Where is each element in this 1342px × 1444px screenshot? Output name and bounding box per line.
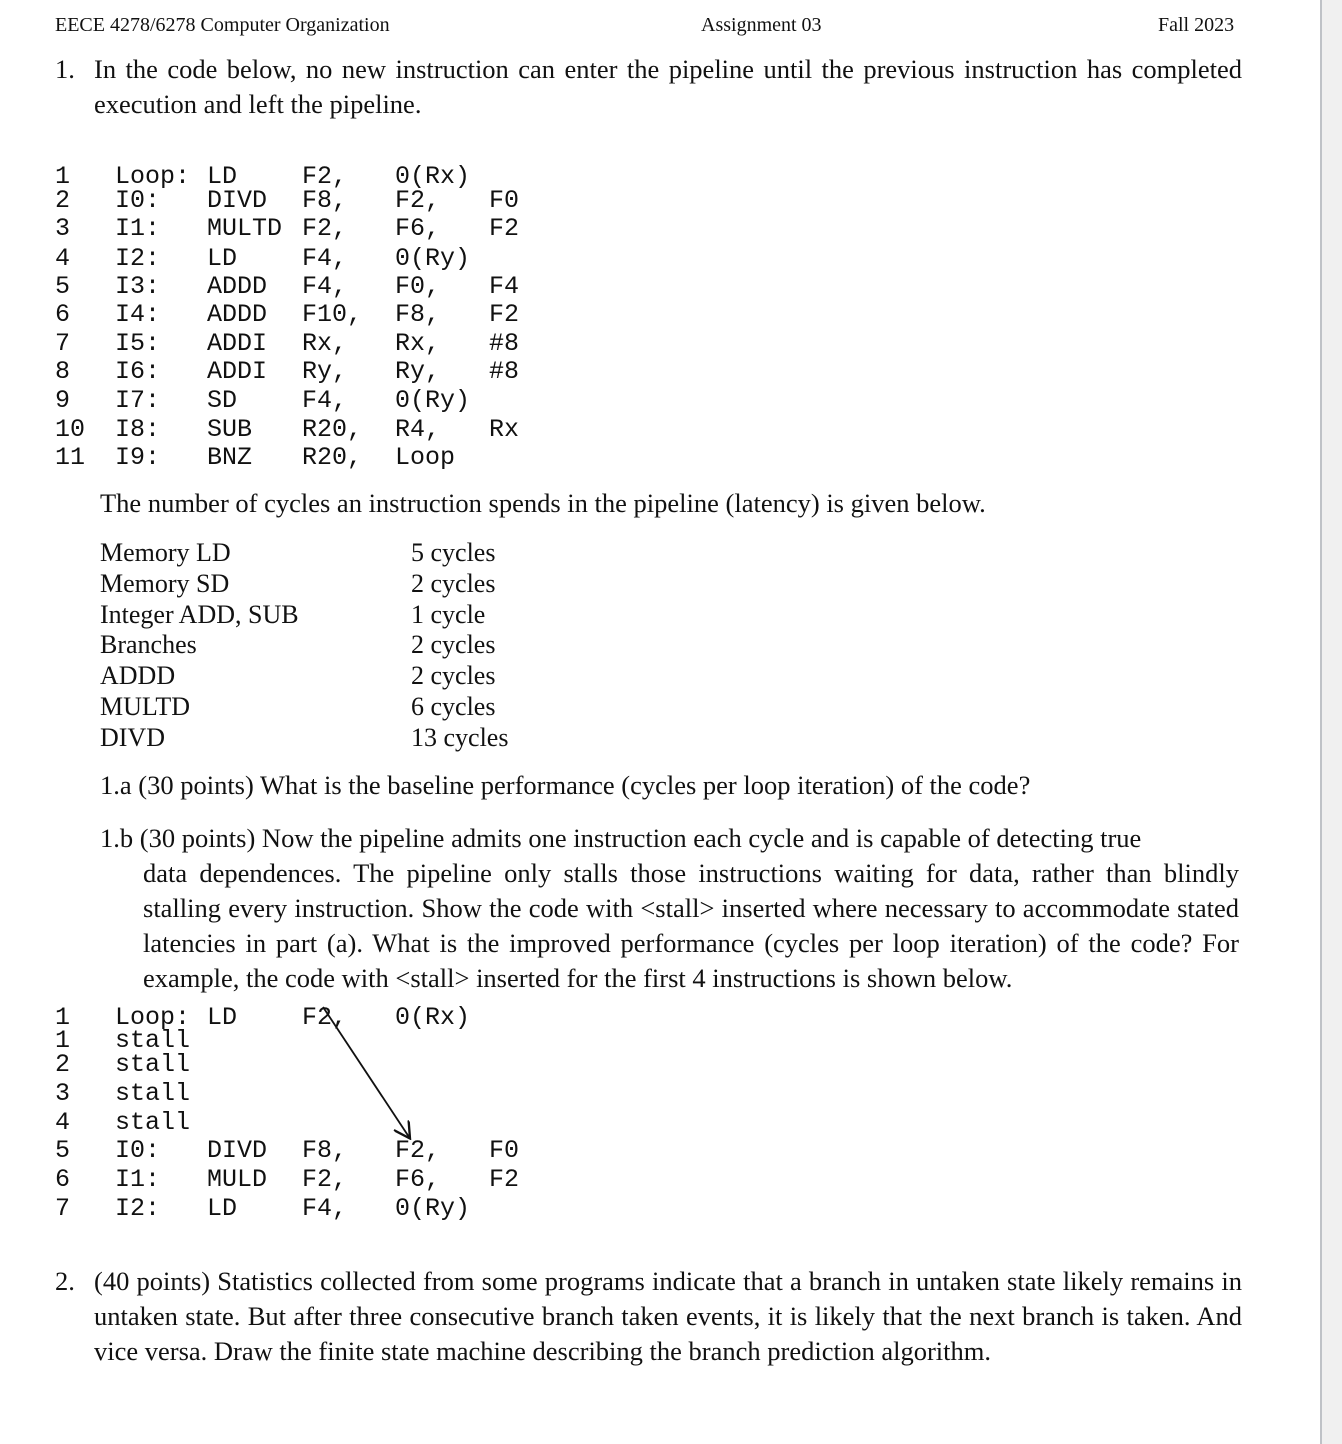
label: I1: [115, 1165, 161, 1194]
operand-2: 0(Ry) [395, 386, 471, 415]
operand-1: Rx, [302, 329, 348, 358]
label: I3: [115, 272, 161, 301]
label: I7: [115, 386, 161, 415]
label: I6: [115, 357, 161, 386]
line-number: 7 [55, 329, 71, 358]
operand-3: #8 [489, 357, 520, 386]
operand-1: F4, [302, 386, 348, 415]
label: stall [115, 1026, 191, 1055]
label: I2: [115, 244, 161, 273]
operand-1: F2, [302, 214, 348, 243]
label: I8: [115, 415, 161, 444]
part-a: 1.a (30 points) What is the baseline performance (cycles per loop iteration) of the code? [100, 770, 1031, 800]
operand-2: 0(Rx) [395, 162, 471, 191]
operand-1: F4, [302, 1194, 348, 1223]
operand-2: R4, [395, 415, 441, 444]
operand-2: 0(Ry) [395, 1194, 471, 1223]
term: Fall 2023 [1158, 14, 1235, 36]
label: Loop: [115, 162, 191, 191]
operand-2: 0(Rx) [395, 1003, 471, 1032]
label: I2: [115, 1194, 161, 1223]
opcode: LD [207, 244, 238, 273]
opcode: DIVD [207, 1136, 268, 1165]
label: stall [115, 1079, 191, 1108]
part-b-lead: 1.b (30 points) Now the pipeline admits one instruction each cycle and is capable of detecting true [100, 823, 1142, 853]
line-number: 5 [55, 1136, 71, 1165]
latency-value: 2 cycles [411, 661, 496, 691]
operand-3: F2 [489, 214, 520, 243]
latency-value: 6 cycles [411, 692, 496, 721]
line-number: 2 [55, 1050, 71, 1079]
line-number: 3 [55, 214, 71, 243]
operand-2: F8, [395, 300, 441, 329]
line-number: 1 [55, 1003, 71, 1032]
label: stall [115, 1050, 191, 1079]
operand-1: F2, [302, 1003, 348, 1032]
latency-value: 13 cycles [411, 722, 509, 752]
q1-number: 1. [55, 54, 75, 84]
operand-3: F2 [489, 300, 520, 329]
line-number: 8 [55, 357, 71, 386]
latency-value: 2 cycles [411, 630, 496, 660]
operand-1: F8, [302, 186, 348, 215]
line-number: 9 [55, 386, 71, 415]
operand-1: F2, [302, 1165, 348, 1194]
latency-value: 1 cycle [411, 599, 486, 629]
operand-1: F4, [302, 272, 348, 301]
latency-intro: The number of cycles an instruction spends in the pipeline (latency) is given below. [100, 488, 986, 518]
line-number: 5 [55, 272, 71, 301]
label: I4: [115, 300, 161, 329]
label: I1: [115, 214, 161, 243]
instruction-type: Branches [100, 630, 197, 660]
operand-3: F4 [489, 272, 520, 301]
latency-value: 5 cycles [411, 538, 496, 567]
label: I0: [115, 186, 161, 215]
line-number: 1 [55, 162, 71, 191]
instruction-type: ADDD [100, 661, 176, 691]
assignment-title: Assignment 03 [701, 14, 822, 36]
line-number: 11 [55, 443, 86, 472]
opcode: MULTD [207, 214, 283, 243]
opcode: LD [207, 162, 238, 191]
label: I0: [115, 1136, 161, 1165]
instruction-type: Integer ADD, SUB [100, 599, 299, 629]
line-number: 6 [55, 300, 71, 329]
latency-value: 2 cycles [411, 568, 496, 598]
opcode: SUB [207, 415, 253, 444]
opcode: MULD [207, 1165, 268, 1194]
operand-3: #8 [489, 329, 520, 358]
operand-3: F0 [489, 1136, 520, 1165]
line-number: 6 [55, 1165, 71, 1194]
opcode: LD [207, 1194, 238, 1223]
q1-text: In the code below, no new instruction can enter the pipeline until the previous instruction has completed execution and left the pipeline. [94, 54, 1242, 119]
operand-1: F2, [302, 162, 348, 191]
opcode: ADDD [207, 300, 268, 329]
opcode: SD [207, 386, 238, 415]
operand-3: F0 [489, 186, 520, 215]
operand-1: R20, [302, 415, 363, 444]
operand-2: F2, [395, 1136, 441, 1165]
instruction-type: Memory SD [100, 568, 230, 598]
instruction-type: DIVD [100, 722, 165, 752]
opcode: DIVD [207, 186, 268, 215]
operand-3: F2 [489, 1165, 520, 1194]
operand-2: F0, [395, 272, 441, 301]
part-b-text: data dependences. The pipeline only stalls those instructions waiting for data, rather than blindly stalling every instruction. Show the code with <stall> inserted where necessary to accommodate stated latencies in part (a). What is the improved performance (cycles per loop iteration) of the code? For example, the code with <stall> inserted for the first 4 instructions is shown below. [143, 858, 1239, 993]
operand-2: F6, [395, 1165, 441, 1194]
q2-text: (40 points) Statistics collected from some programs indicate that a branch in untaken state likely remains in untaken state. But after three consecutive branch taken events, it is likely that the next branch is taken. And vice versa. Draw the finite state machine describing the branch prediction algorithm. [94, 1266, 1242, 1366]
line-number: 4 [55, 1108, 71, 1137]
label: Loop: [115, 1003, 191, 1032]
operand-1: F4, [302, 244, 348, 273]
operand-2: F2, [395, 186, 441, 215]
opcode: ADDD [207, 272, 268, 301]
operand-2: F6, [395, 214, 441, 243]
operand-2: Ry, [395, 357, 441, 386]
line-number: 4 [55, 244, 71, 273]
operand-1: Ry, [302, 357, 348, 386]
opcode: ADDI [207, 329, 268, 358]
operand-2: Rx, [395, 329, 441, 358]
operand-3: Rx [489, 415, 520, 444]
opcode: ADDI [207, 357, 268, 386]
operand-1: R20, [302, 443, 363, 472]
instruction-type: MULTD [100, 692, 191, 721]
q2-number-text: 2. [55, 1266, 75, 1296]
opcode: LD [207, 1003, 238, 1032]
line-number: 2 [55, 186, 71, 215]
instruction-type: Memory LD [100, 538, 231, 567]
line-number: 7 [55, 1194, 71, 1223]
label: I5: [115, 329, 161, 358]
opcode: BNZ [207, 443, 253, 472]
operand-2: 0(Ry) [395, 244, 471, 273]
operand-2: Loop [395, 443, 456, 472]
label: stall [115, 1108, 191, 1137]
operand-1: F8, [302, 1136, 348, 1165]
label: I9: [115, 443, 161, 472]
course-title: EECE 4278/6278 Computer Organization [55, 14, 390, 36]
line-number: 3 [55, 1079, 71, 1108]
line-number: 1 [55, 1026, 71, 1055]
operand-1: F10, [302, 300, 363, 329]
line-number: 10 [55, 415, 86, 444]
